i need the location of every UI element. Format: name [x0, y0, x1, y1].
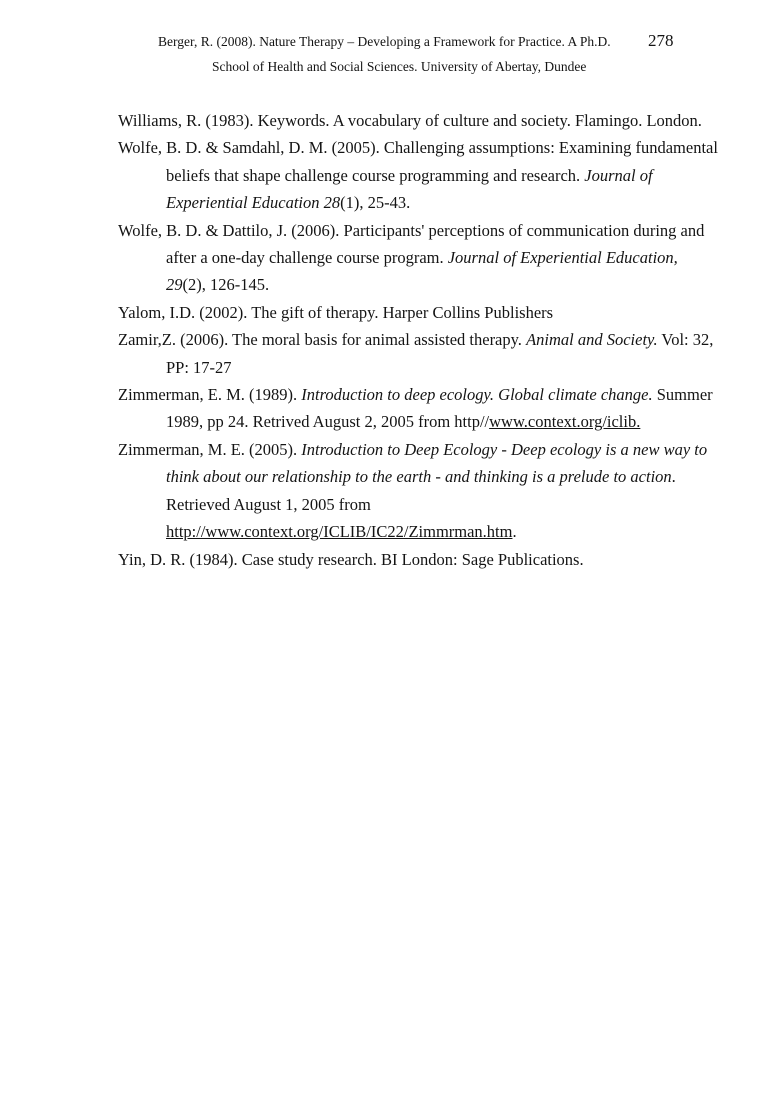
reference-work-title: Introduction to deep ecology. Global climate change.	[301, 385, 653, 405]
reference-link[interactable]: www.context.org/iclib.	[489, 412, 641, 432]
reference-list	[118, 107, 718, 573]
reference-entry-yalom-2002	[118, 299, 718, 326]
page-number: 278	[648, 31, 674, 50]
reference-journal-title: Journal of Experiential Education 28	[166, 165, 653, 213]
reference-text: Vol: 32, PP: 17-27	[166, 330, 714, 377]
reference-entry-zimmerman-2005	[118, 436, 718, 546]
reference-link[interactable]: http://www.context.org/ICLIB/IC22/Zimmrman.htm	[166, 522, 513, 542]
reference-entry-wolfe-samdahl-2005	[118, 134, 718, 216]
reference-entry-yin-1984	[118, 546, 718, 573]
reference-entry-zamir-2006	[118, 326, 718, 381]
reference-entry-williams-1983	[118, 107, 718, 134]
reference-journal-title: Animal and Society.	[526, 330, 658, 350]
reference-text: Zamir,Z. (2006). The moral basis for animal assisted therapy.	[118, 330, 527, 350]
reference-text: Yin, D. R. (1984). Case study research. BI London: Sage Publications.	[118, 549, 584, 569]
reference-entry-zimmerman-1989	[118, 381, 718, 436]
header-institution-line: School of Health and Social Sciences. University of Abertay, Dundee	[212, 59, 587, 74]
reference-journal-title: Journal of Experiential Education, 29	[166, 248, 678, 295]
reference-entry-wolfe-dattilo-2006	[118, 217, 718, 299]
reference-text: Zimmerman, M. E. (2005).	[118, 439, 302, 459]
reference-text: Wolfe, B. D. & Samdahl, D. M. (2005). Challenging assumptions: Examining fundamental beliefs that shape challenge course programming and research.	[118, 138, 718, 185]
reference-text: Summer 1989, pp 24. Retrived August 2, 2005 from http//	[166, 385, 713, 432]
header-citation-line: Berger, R. (2008). Nature Therapy – Developing a Framework for Practice. A Ph.D.	[158, 34, 611, 49]
reference-text: Williams, R. (1983). Keywords. A vocabulary of culture and society. Flamingo. London.	[118, 111, 702, 130]
reference-work-title: Introduction to Deep Ecology - Deep ecology is a new way to think about our relationship to the earth - and thinking is a prelude to action	[166, 439, 708, 487]
reference-text: Zimmerman, E. M. (1989).	[118, 385, 302, 405]
reference-text: . Retrieved August 1, 2005 from	[166, 467, 676, 514]
reference-text: Yalom, I.D. (2002). The gift of therapy. Harper Collins Publishers	[118, 302, 554, 322]
reference-text: (2), 126-145.	[182, 275, 270, 295]
reference-text: (1), 25-43.	[340, 193, 411, 213]
reference-text: Wolfe, B. D. & Dattilo, J. (2006). Participants' perceptions of communication during and after a one-day challenge course program.	[118, 220, 705, 268]
reference-text: .	[512, 522, 517, 542]
